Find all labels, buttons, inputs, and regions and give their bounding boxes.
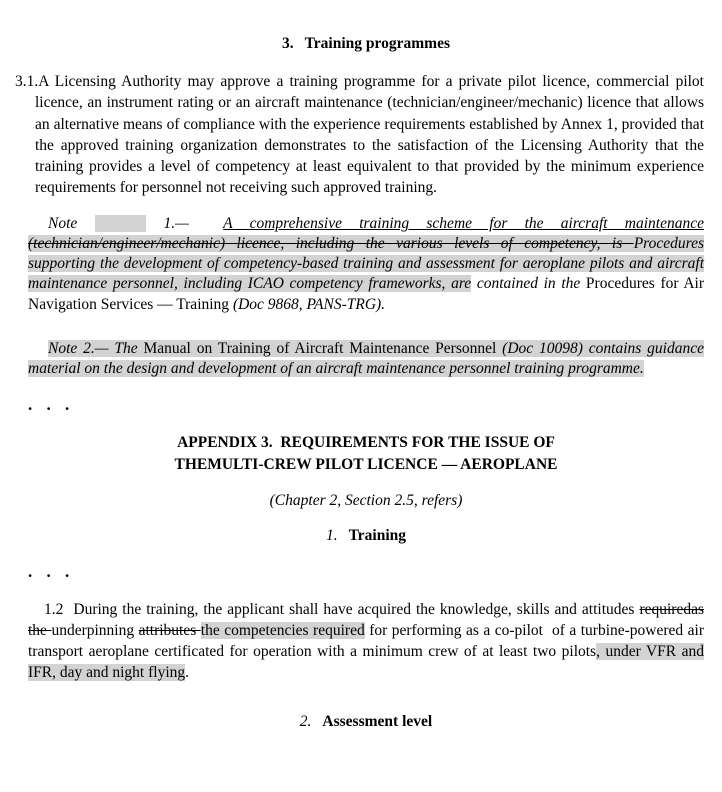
p12-deleted-required-as-the: requiredas the [28, 600, 704, 639]
section-heading-1-training [28, 526, 704, 546]
section-2-number: 2. [299, 712, 312, 730]
note-2 [28, 339, 704, 379]
note2-doc-title-roman: Manual on Training of Aircraft Maintenance Personnel [143, 339, 503, 357]
p12-text-b: for performing as a co-pilot of a turbine-powered air transport aeroplane certificated for operation with a minimum crew of at least two pilots [28, 621, 705, 660]
p12-inserted-competencies-required: the competencies required [200, 621, 365, 639]
paragraph-3-1 [15, 71, 704, 199]
p12-inserted-ifr-day-night: IFR, day and night flying [28, 663, 186, 681]
appendix-heading-line2: THEMULTI-CREW PILOT LICENCE — AEROPLANE [174, 455, 558, 473]
ellipsis-separator-2: . . . [28, 561, 75, 581]
p12-text-a: During the training, the applicant shall have acquired the knowledge, skills and attitudes [73, 600, 640, 618]
section-2-title: Assessment level [322, 712, 433, 730]
note1-inserted-text-a: Procedures supporting the development of competency-based training and assessment for aeroplane pilots and aircraft [28, 234, 704, 273]
note1-label: Note [48, 214, 95, 232]
appendix-heading [28, 432, 704, 476]
note1-highlighted-space [95, 215, 147, 232]
note1-doc-reference: (Doc 9868, PANS-TRG). [232, 295, 386, 313]
note1-deleted-struck-text: (technician/engineer/mechanic) licence, including the various levels of competency, is [28, 234, 634, 252]
note1-deleted-underlined-text: A comprehensive training scheme for the aircraft maintenance [223, 214, 704, 232]
p12-inserted-under-vfr-and: , under VFR and [596, 642, 704, 660]
note1-doc-title-roman: Procedures for Air Navigation Services — Training [28, 275, 704, 313]
note2-doc-reference: (Doc 10098) contains guidance [502, 339, 704, 357]
note1-number-dash: 1.— [146, 214, 224, 232]
section-1-title: Training [348, 527, 407, 545]
p12-text-underpinning: underpinning [51, 621, 139, 639]
section-heading-training-programmes [28, 34, 704, 54]
clause-number: 3.1. [15, 73, 39, 90]
p12-number: 1.2 [44, 600, 74, 618]
ellipsis-separator-1: . . . [28, 394, 75, 414]
clause-text: A Licensing Authority may approve a training programme for a private pilot licence, commercial pilot licence, an instrument rating or an aircraft maintenance (technician/engineer/mechanic) licence that allows an alternative means of compliance with the experience requirements established by Annex 1, provided that the approved training organization demonstrates to the satisfaction of the Licensing Authority that the training provides a level of competency at least equivalent to that provided by the minimum experience requirements for personnel not receiving such approved training. [35, 73, 704, 197]
note1-inserted-text-b: maintenance personnel, including ICAO competency frameworks, are [28, 275, 472, 293]
section-number: 3. [281, 35, 294, 52]
p12-deleted-attributes: attributes [138, 621, 201, 639]
section-1-number: 1. [325, 527, 338, 545]
note2-tail-text: material on the design and development of an aircraft maintenance personnel training programme. [28, 360, 644, 377]
p12-period: . [185, 663, 190, 681]
appendix-heading-line1: APPENDIX 3. REQUIREMENTS FOR THE ISSUE OF [177, 433, 555, 451]
note2-lead-text: Note 2.— The [48, 339, 144, 357]
section-title: Training programmes [304, 35, 450, 52]
section-heading-2-assessment-level [28, 712, 704, 732]
note1-contained-text: contained in the [471, 275, 586, 293]
note-1 [28, 214, 704, 315]
paragraph-1-2 [28, 599, 704, 683]
chapter-reference: (Chapter 2, Section 2.5, refers) [269, 491, 463, 509]
